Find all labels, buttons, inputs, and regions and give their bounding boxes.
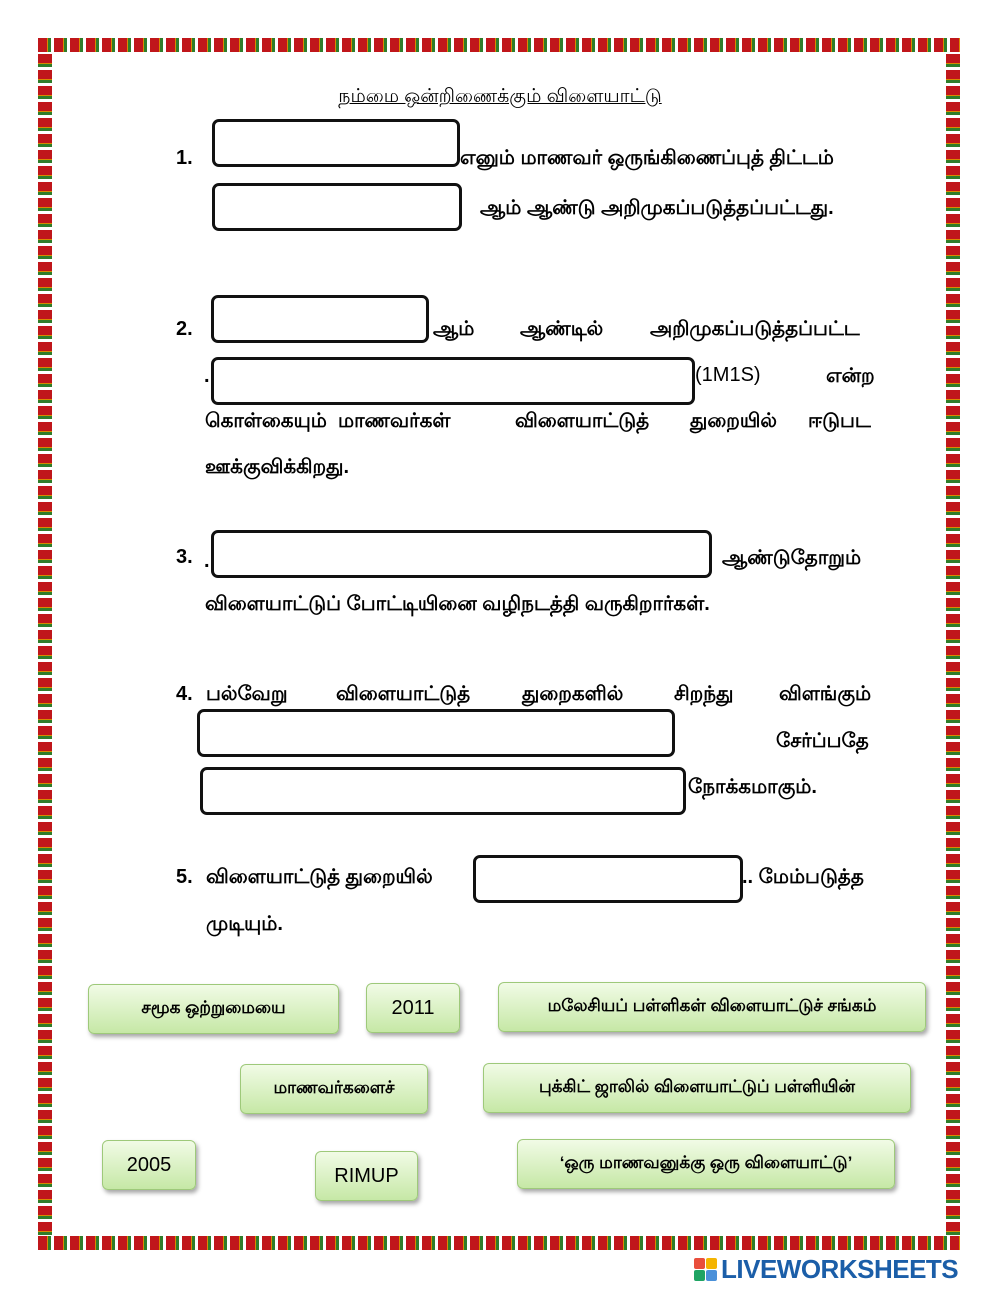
answer-chip-8[interactable]: ‘ஒரு மாணவனுக்கு ஒரு விளையாட்டு’ [517,1139,895,1189]
q2-line3-word-4: துறையில் [690,410,778,432]
q5-line2: முடியும். [206,913,283,935]
q4-line1-word-4: சிறந்து [674,683,734,705]
q4-line1-word-1: பல்வேறு [206,683,288,705]
q1-number: 1. [176,147,193,169]
q3-number: 3. [176,546,193,568]
liveworksheets-logo [694,1254,958,1285]
answer-chip-5[interactable]: புக்கிட் ஜாலில் விளையாட்டுப் பள்ளியின் [483,1063,911,1113]
answer-chip-2[interactable]: 2011 [366,983,460,1033]
q4-number: 4. [176,683,193,705]
q4-word-2: சேர்ப்பதே [776,730,869,752]
answer-chip-3[interactable]: மலேசியப் பள்ளிகள் விளையாட்டுச் சங்கம் [498,982,926,1032]
q1-text-line1: எனும் மாணவர் ஒருங்கிணைப்புத் திட்டம் [460,147,834,169]
q4-drop-box-1[interactable] [197,709,675,757]
q2-word-3: அறிமுகப்படுத்தப்பட்ட [650,318,860,340]
q3-line2: விளையாட்டுப் போட்டியினை வழிநடத்தி வருகிறார்கள். [205,593,710,615]
q3-dot: . [204,550,210,572]
q2-drop-box-1[interactable] [211,295,429,343]
q1-drop-box-2[interactable] [212,183,462,231]
q4-word-3: நோக்கமாகும். [688,776,817,798]
q5-post-text: .. மேம்படுத்த [742,866,864,888]
logo-text: LIVEWORKSHEETS [721,1254,959,1284]
q2-word-4: (1M1S) [695,364,761,386]
q3-drop-box[interactable] [211,530,712,578]
q2-dot: . [204,365,210,387]
q4-line1-word-5: விளங்கும் [779,683,872,705]
q2-line3-word-2: மாணவர்கள் [338,410,451,432]
logo-mark-icon [694,1258,717,1281]
q5-pre-text: விளையாட்டுத் துறையில் [206,866,433,888]
q2-word-2: ஆண்டில் [520,318,604,340]
q2-drop-box-2[interactable] [211,357,695,405]
answer-chip-4[interactable]: மாணவர்களைச் [240,1064,428,1114]
q5-drop-box[interactable] [473,855,743,903]
answer-chip-1[interactable]: சமூக ஒற்றுமையை [88,984,339,1034]
q2-word-1: ஆம் [433,318,475,340]
q2-line4: ஊக்குவிக்கிறது. [205,456,350,478]
q1-text-line2: ஆம் ஆண்டு அறிமுகப்படுத்தப்பட்டது. [480,197,834,219]
answer-chip-6[interactable]: 2005 [102,1140,196,1190]
q2-line3-word-1: கொள்கையும் [205,410,327,432]
q2-word-5: என்ற [826,365,875,387]
q4-drop-box-2[interactable] [200,767,686,815]
q3-word-1: ஆண்டுதோறும் [722,547,862,569]
q5-number: 5. [176,866,193,888]
answer-chip-7[interactable]: RIMUP [315,1151,418,1201]
q4-line1-word-2: விளையாட்டுத் [336,683,471,705]
worksheet-title: நம்மை ஒன்றிணைக்கும் விளையாட்டு [338,86,662,107]
q2-line3-word-5: ஈடுபட [808,410,871,432]
q2-line3-word-3: விளையாட்டுத் [515,410,650,432]
q2-number: 2. [176,318,193,340]
q4-line1-word-3: துறைகளில் [522,683,624,705]
q1-drop-box-1[interactable] [212,119,460,167]
